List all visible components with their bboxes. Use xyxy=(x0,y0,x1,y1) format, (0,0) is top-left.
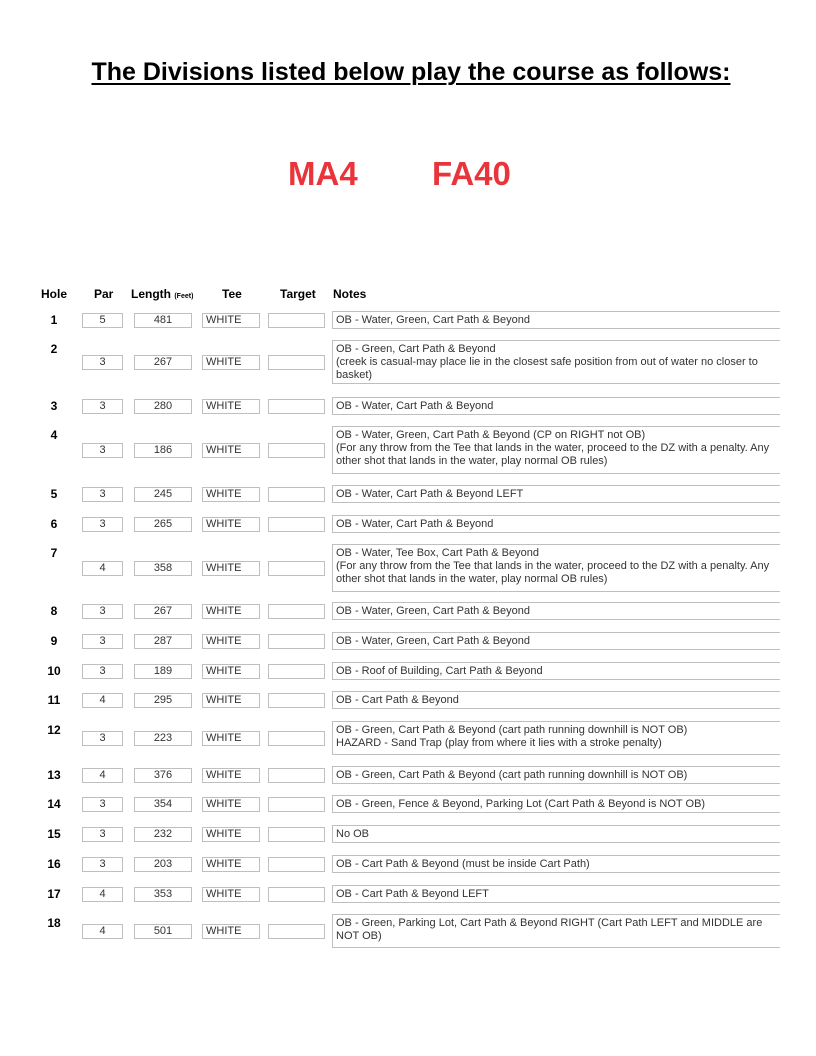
tee-field[interactable]: WHITE xyxy=(202,399,260,414)
tee-field[interactable]: WHITE xyxy=(202,355,260,370)
hole-number: 11 xyxy=(47,693,61,707)
length-field[interactable]: 481 xyxy=(134,313,192,328)
length-field[interactable]: 295 xyxy=(134,693,192,708)
target-field[interactable] xyxy=(268,693,325,708)
table-row xyxy=(0,485,816,503)
hole-number: 10 xyxy=(47,664,61,678)
length-field[interactable]: 353 xyxy=(134,887,192,902)
table-row xyxy=(0,515,816,533)
par-field[interactable]: 3 xyxy=(82,664,123,679)
division-fa40: FA40 xyxy=(432,155,511,192)
tee-field[interactable]: WHITE xyxy=(202,604,260,619)
table-row xyxy=(0,795,816,813)
column-header-target: Target xyxy=(280,287,316,301)
tee-field[interactable]: WHITE xyxy=(202,634,260,649)
notes-field[interactable]: OB - Water, Cart Path & Beyond xyxy=(332,515,780,533)
table-row xyxy=(0,311,816,329)
length-field[interactable]: 265 xyxy=(134,517,192,532)
tee-field[interactable]: WHITE xyxy=(202,664,260,679)
par-field[interactable]: 4 xyxy=(82,561,123,576)
notes-field[interactable]: OB - Green, Cart Path & Beyond (creek is casual-may place lie in the closest safe position from out of water no closer to basket) xyxy=(332,340,780,384)
length-field[interactable]: 223 xyxy=(134,731,192,746)
notes-field[interactable]: OB - Green, Parking Lot, Cart Path & Beyond RIGHT (Cart Path LEFT and MIDDLE are NOT OB) xyxy=(332,914,780,948)
par-field[interactable]: 3 xyxy=(82,634,123,649)
target-field[interactable] xyxy=(268,857,325,872)
notes-field[interactable]: OB - Water, Tee Box, Cart Path & Beyond (For any throw from the Tee that lands in the water, proceed to the DZ with a penalty. Any other shot that lands in the water, play normal OB rules) xyxy=(332,544,780,592)
par-field[interactable]: 4 xyxy=(82,924,123,939)
tee-field[interactable]: WHITE xyxy=(202,827,260,842)
tee-field[interactable]: WHITE xyxy=(202,443,260,458)
notes-field[interactable]: OB - Cart Path & Beyond xyxy=(332,691,780,709)
hole-number: 4 xyxy=(50,428,58,442)
notes-field[interactable]: OB - Water, Cart Path & Beyond xyxy=(332,397,780,415)
notes-field[interactable]: OB - Cart Path & Beyond LEFT xyxy=(332,885,780,903)
target-field[interactable] xyxy=(268,768,325,783)
length-field[interactable]: 267 xyxy=(134,604,192,619)
tee-field[interactable]: WHITE xyxy=(202,731,260,746)
target-field[interactable] xyxy=(268,887,325,902)
column-header-tee: Tee xyxy=(222,287,242,301)
par-field[interactable]: 5 xyxy=(82,313,123,328)
page-title: The Divisions listed below play the course as follows: xyxy=(91,58,731,86)
notes-field[interactable]: OB - Green, Fence & Beyond, Parking Lot (Cart Path & Beyond is NOT OB) xyxy=(332,795,780,813)
par-field[interactable]: 3 xyxy=(82,827,123,842)
hole-number: 7 xyxy=(50,546,58,560)
table-row xyxy=(0,766,816,784)
length-field[interactable]: 501 xyxy=(134,924,192,939)
table-row xyxy=(0,855,816,873)
notes-field[interactable]: OB - Roof of Building, Cart Path & Beyond xyxy=(332,662,780,680)
length-field[interactable]: 287 xyxy=(134,634,192,649)
par-field[interactable]: 3 xyxy=(82,517,123,532)
tee-field[interactable]: WHITE xyxy=(202,487,260,502)
par-field[interactable]: 3 xyxy=(82,857,123,872)
tee-field[interactable]: WHITE xyxy=(202,857,260,872)
par-field[interactable]: 3 xyxy=(82,443,123,458)
hole-number: 13 xyxy=(47,768,61,782)
length-field[interactable]: 354 xyxy=(134,797,192,812)
table-row xyxy=(0,914,816,948)
hole-number: 17 xyxy=(47,887,61,901)
column-header-length-label: Length xyxy=(131,287,171,301)
length-field[interactable]: 376 xyxy=(134,768,192,783)
par-field[interactable]: 3 xyxy=(82,604,123,619)
table-row xyxy=(0,544,816,592)
hole-number: 9 xyxy=(50,634,58,648)
length-field[interactable]: 358 xyxy=(134,561,192,576)
notes-field[interactable]: OB - Green, Cart Path & Beyond (cart path running downhill is NOT OB) xyxy=(332,766,780,784)
notes-field[interactable]: OB - Water, Cart Path & Beyond LEFT xyxy=(332,485,780,503)
tee-field[interactable]: WHITE xyxy=(202,797,260,812)
target-field[interactable] xyxy=(268,487,325,502)
length-field[interactable]: 245 xyxy=(134,487,192,502)
target-field[interactable] xyxy=(268,797,325,812)
length-field[interactable]: 267 xyxy=(134,355,192,370)
table-row xyxy=(0,721,816,755)
par-field[interactable]: 4 xyxy=(82,887,123,902)
hole-number: 18 xyxy=(47,916,61,930)
hole-number: 2 xyxy=(50,342,58,356)
target-field[interactable] xyxy=(268,443,325,458)
column-header-notes: Notes xyxy=(333,287,367,301)
hole-number: 5 xyxy=(50,487,58,501)
column-header-length xyxy=(131,287,193,301)
tee-field[interactable]: WHITE xyxy=(202,924,260,939)
par-field[interactable]: 4 xyxy=(82,693,123,708)
hole-number: 6 xyxy=(50,517,58,531)
target-field[interactable] xyxy=(268,313,325,328)
target-field[interactable] xyxy=(268,634,325,649)
notes-field[interactable]: No OB xyxy=(332,825,780,843)
par-field[interactable]: 3 xyxy=(82,487,123,502)
hole-number: 16 xyxy=(47,857,61,871)
target-field[interactable] xyxy=(268,604,325,619)
table-row xyxy=(0,632,816,650)
tee-field[interactable]: WHITE xyxy=(202,768,260,783)
tee-field[interactable]: WHITE xyxy=(202,561,260,576)
hole-number: 3 xyxy=(50,399,58,413)
table-row xyxy=(0,691,816,709)
table-row xyxy=(0,662,816,680)
length-field[interactable]: 189 xyxy=(134,664,192,679)
length-field[interactable]: 203 xyxy=(134,857,192,872)
hole-number: 8 xyxy=(50,604,58,618)
notes-field[interactable]: OB - Water, Green, Cart Path & Beyond xyxy=(332,602,780,620)
tee-field[interactable]: WHITE xyxy=(202,517,260,532)
length-field[interactable]: 186 xyxy=(134,443,192,458)
par-field[interactable]: 3 xyxy=(82,399,123,414)
table-row xyxy=(0,825,816,843)
target-field[interactable] xyxy=(268,355,325,370)
length-field[interactable]: 232 xyxy=(134,827,192,842)
notes-field[interactable]: OB - Cart Path & Beyond (must be inside Cart Path) xyxy=(332,855,780,873)
table-row xyxy=(0,602,816,620)
hole-number: 15 xyxy=(47,827,61,841)
tee-field[interactable]: WHITE xyxy=(202,313,260,328)
tee-field[interactable]: WHITE xyxy=(202,887,260,902)
par-field[interactable]: 4 xyxy=(82,768,123,783)
notes-field[interactable]: OB - Water, Green, Cart Path & Beyond (CP on RIGHT not OB) (For any throw from the Tee that lands in the water, proceed to the DZ with a penalty. Any other shot that lands in the water, play normal OB rules) xyxy=(332,426,780,474)
target-field[interactable] xyxy=(268,664,325,679)
target-field[interactable] xyxy=(268,924,325,939)
par-field[interactable]: 3 xyxy=(82,731,123,746)
division-ma4: MA4 xyxy=(288,155,358,192)
target-field[interactable] xyxy=(268,399,325,414)
notes-field[interactable]: OB - Green, Cart Path & Beyond (cart path running downhill is NOT OB) HAZARD - Sand Trap (play from where it lies with a stroke penalty) xyxy=(332,721,780,755)
tee-field[interactable]: WHITE xyxy=(202,693,260,708)
target-field[interactable] xyxy=(268,827,325,842)
target-field[interactable] xyxy=(268,561,325,576)
par-field[interactable]: 3 xyxy=(82,797,123,812)
target-field[interactable] xyxy=(268,731,325,746)
table-row xyxy=(0,885,816,903)
column-header-hole: Hole xyxy=(41,287,68,301)
hole-number: 12 xyxy=(47,723,61,737)
column-header-par: Par xyxy=(94,287,114,301)
hole-number: 1 xyxy=(50,313,58,327)
target-field[interactable] xyxy=(268,517,325,532)
par-field[interactable]: 3 xyxy=(82,355,123,370)
length-field[interactable]: 280 xyxy=(134,399,192,414)
hole-number: 14 xyxy=(47,797,61,811)
notes-field[interactable]: OB - Water, Green, Cart Path & Beyond xyxy=(332,311,780,329)
notes-field[interactable]: OB - Water, Green, Cart Path & Beyond xyxy=(332,632,780,650)
table-row xyxy=(0,426,816,474)
column-header-length-unit: (Feet) xyxy=(174,293,194,300)
table-row xyxy=(0,340,816,384)
table-row xyxy=(0,397,816,415)
